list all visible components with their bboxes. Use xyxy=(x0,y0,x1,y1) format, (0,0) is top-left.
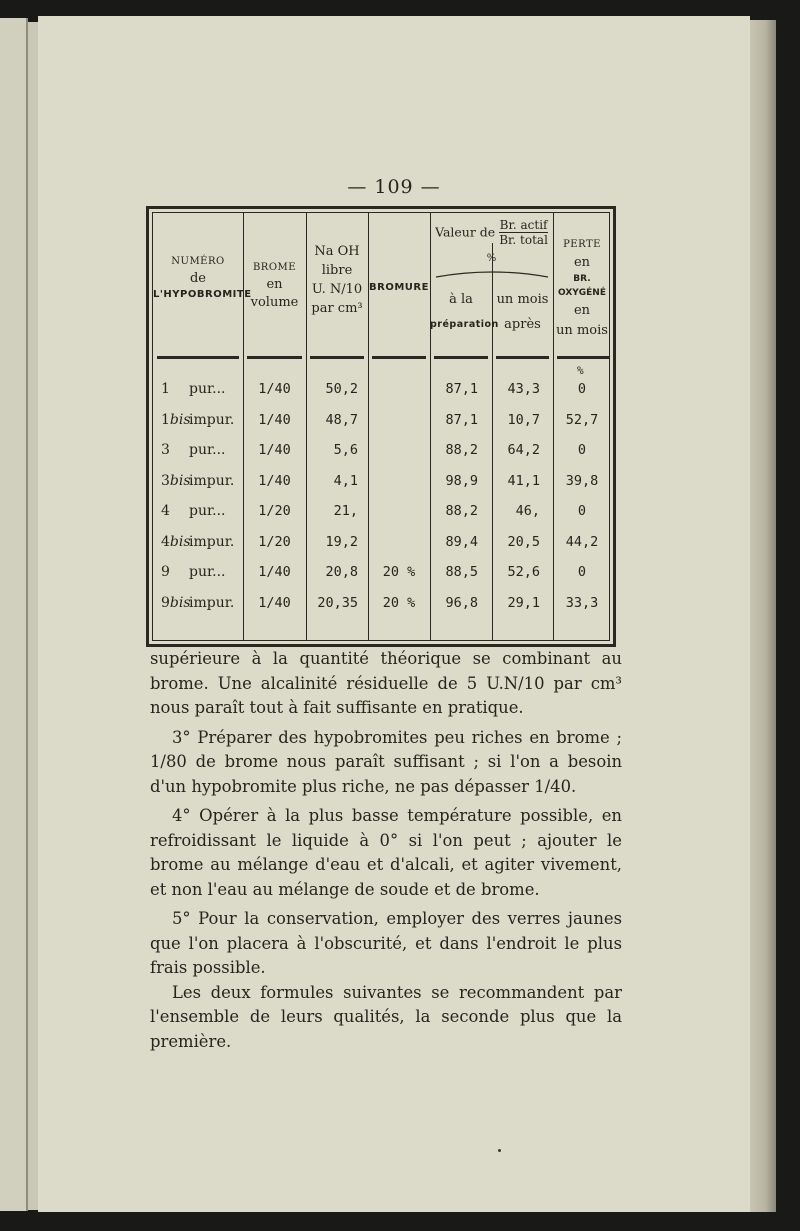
table-cell-name: pur... xyxy=(189,442,226,458)
table-cell-perte: 0 xyxy=(577,564,587,580)
table-cell-brome: 1/40 xyxy=(258,564,291,580)
table-cell-perte: 39,8 xyxy=(565,472,599,489)
header-rule xyxy=(247,356,302,359)
table-cell-perte: 0 xyxy=(577,442,587,458)
perte-unit: % xyxy=(577,364,584,377)
table-cell-mois: 41,1 xyxy=(507,472,540,489)
table-cell-num: 4bis xyxy=(161,533,191,550)
table-cell-prep: 87,1 xyxy=(445,381,478,397)
header-brome: BROME en volume xyxy=(250,262,299,311)
table-cell-prep: 96,8 xyxy=(445,594,478,611)
header-rule xyxy=(496,356,549,359)
paragraph: 5° Pour la conservation, employer des verres jaunes que l'on placera à l'obscurité, et dans l'endroit le plus frais possible. xyxy=(150,909,622,977)
table-cell-brome: 1/20 xyxy=(258,533,291,550)
table-cell-perte: 52,7 xyxy=(565,411,599,428)
table-cell-mois: 29,1 xyxy=(507,594,540,611)
header-rule xyxy=(157,356,239,359)
table-cell-naoh: 20,35 xyxy=(317,594,358,611)
table-cell-naoh: 50,2 xyxy=(325,381,358,397)
table-cell-naoh: 21, xyxy=(333,503,358,519)
header-perte: PERTE en BR. OXYGÉNÉ en un mois xyxy=(556,239,608,338)
table-cell-num: 1 xyxy=(161,381,170,397)
book-page xyxy=(38,16,750,1212)
table-cell-perte: 0 xyxy=(577,503,587,519)
table-cell-perte: 44,2 xyxy=(565,533,599,550)
header-valeur: Valeur de Br. actif Br. total % xyxy=(435,218,548,264)
table-inner-frame xyxy=(152,212,610,641)
table-cell-perte: 33,3 xyxy=(565,594,599,611)
table-cell-brome: 1/40 xyxy=(258,411,291,428)
header-un-mois-apres: un mois après xyxy=(496,292,549,332)
table-cell-perte: 0 xyxy=(577,381,587,397)
table-cell-prep: 88,2 xyxy=(445,442,478,458)
header-naoh: Na OH libre U. N/10 par cm³ xyxy=(311,244,363,316)
paper-speck xyxy=(498,1149,501,1152)
page-number: — 109 — xyxy=(347,176,441,198)
paragraph: supérieure à la quantité théorique se combinant au brome. Une alcalinité résiduelle de 5 U.N/10 par cm³ nous paraît tout à fait suffisante en pratique. xyxy=(150,649,622,717)
table-cell-mois: 43,3 xyxy=(507,381,540,397)
table-cell-bromure: 20 % xyxy=(382,594,416,611)
table-cell-brome: 1/20 xyxy=(258,503,291,519)
table-cell-mois: 46, xyxy=(515,503,540,519)
left-page-edge xyxy=(0,18,28,1211)
paragraph: 4° Opérer à la plus basse température possible, en refroidissant le liquide à 0° si l'on peut ; ajouter le brome au mélange d'eau et d'alcali, et agiter vivement, et non l'eau au mélange de soude et de brome. xyxy=(150,806,622,899)
table-cell-prep: 87,1 xyxy=(445,411,478,428)
header-a-la-preparation: à la préparation xyxy=(430,292,499,330)
table-cell-naoh: 4,1 xyxy=(333,472,358,489)
header-rule xyxy=(372,356,426,359)
table-cell-prep: 88,5 xyxy=(445,564,478,580)
paragraph: Les deux formules suivantes se recommandent par l'ensemble de leurs qualités, la seconde plus que la première. xyxy=(150,982,622,1051)
table-cell-num: 3 xyxy=(161,442,170,458)
table-cell-name: impur. xyxy=(189,594,235,611)
table-cell-num: 1bis xyxy=(161,411,191,428)
table-cell-prep: 98,9 xyxy=(445,472,478,489)
table-cell-num: 3bis xyxy=(161,472,191,489)
table-cell-prep: 89,4 xyxy=(445,533,478,550)
table-cell-brome: 1/40 xyxy=(258,442,291,458)
body-text xyxy=(150,647,622,1054)
table-cell-num: 9 xyxy=(161,564,170,580)
header-rule xyxy=(557,356,609,359)
table-cell-naoh: 48,7 xyxy=(325,411,358,428)
header-bromure: BROMURE xyxy=(369,282,429,293)
table-cell-brome: 1/40 xyxy=(258,472,291,489)
table-cell-prep: 88,2 xyxy=(445,503,478,519)
header-rule xyxy=(434,356,488,359)
header-rule xyxy=(310,356,364,359)
paragraph: 3° Préparer des hypobromites peu riches en brome ; 1/80 de brome nous paraît suffisant ; si l'on a besoin d'un hypobromite plus riche, ne pas dépasser 1/40. xyxy=(150,727,622,796)
table-cell-naoh: 20,8 xyxy=(325,564,358,580)
table-cell-brome: 1/40 xyxy=(258,381,291,397)
data-table xyxy=(146,206,616,647)
table-cell-name: impur. xyxy=(189,533,235,550)
table-cell-naoh: 19,2 xyxy=(325,533,358,550)
table-cell-name: impur. xyxy=(189,411,235,428)
brace-icon xyxy=(434,269,550,279)
table-cell-mois: 20,5 xyxy=(507,533,540,550)
table-cell-bromure: 20 % xyxy=(382,564,416,580)
table-cell-name: pur... xyxy=(189,564,226,580)
table-cell-num: 9bis xyxy=(161,594,191,611)
table-cell-name: impur. xyxy=(189,472,235,489)
header-numero: NUMÉRO de L'HYPOBROMITE xyxy=(153,256,252,301)
table-cell-mois: 52,6 xyxy=(507,564,540,580)
right-page-edges xyxy=(750,20,776,1212)
table-cell-name: pur... xyxy=(189,503,226,519)
table-cell-num: 4 xyxy=(161,503,170,519)
table-cell-mois: 64,2 xyxy=(507,442,540,458)
table-cell-name: pur... xyxy=(189,381,226,397)
table-cell-naoh: 5,6 xyxy=(333,442,358,458)
table-cell-mois: 10,7 xyxy=(507,411,540,428)
table-cell-brome: 1/40 xyxy=(258,594,291,611)
